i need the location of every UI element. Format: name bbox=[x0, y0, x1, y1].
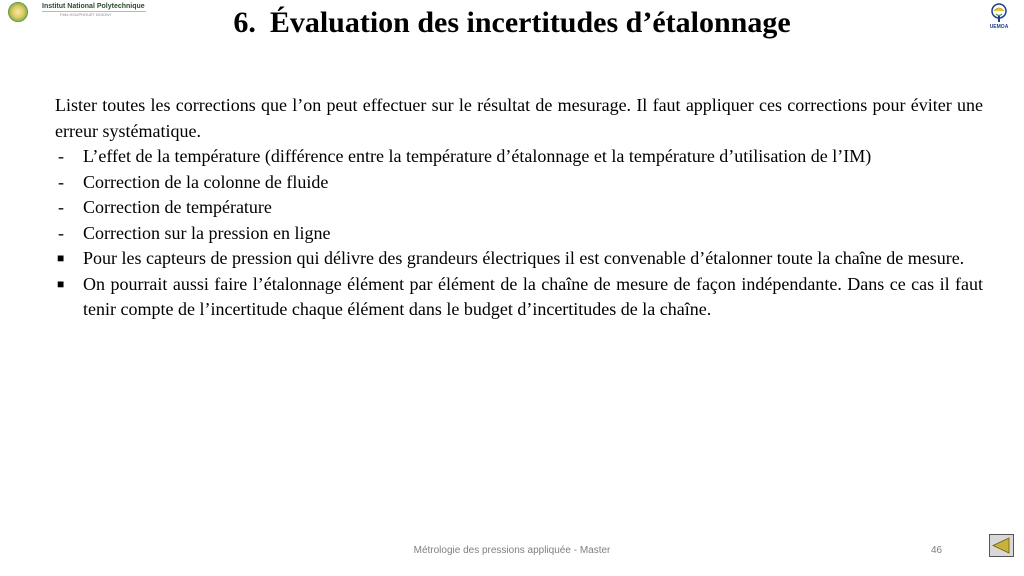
list-item-text: Pour les capteurs de pression qui délivre des grandeurs électriques il est convenable d’étalonner toute la chaîne de mesure. bbox=[83, 248, 965, 268]
list-item-text: Correction de température bbox=[83, 197, 272, 217]
list-item-text: On pourrait aussi faire l’étalonnage élément par élément de la chaîne de mesure de façon indépendante. Dans ce cas il faut tenir compte de l’incertitude chaque élément dans le budget d’incertitudes de la chaîne. bbox=[83, 273, 983, 319]
list-item bbox=[55, 170, 983, 196]
list-item-text: Correction sur la pression en ligne bbox=[83, 222, 331, 243]
page-number: 46 bbox=[931, 545, 943, 556]
dash-marker: - bbox=[58, 171, 64, 192]
slide-title-number: 6. bbox=[233, 6, 256, 39]
back-arrow-icon bbox=[990, 535, 1013, 556]
dash-marker: - bbox=[58, 222, 64, 243]
list-item bbox=[55, 195, 983, 221]
footer-course-title: Métrologie des pressions appliquée - Master bbox=[413, 545, 611, 556]
list-item bbox=[55, 272, 983, 323]
slide-title-text: Évaluation des incertitudes d’étalonnage bbox=[269, 6, 791, 39]
dash-list bbox=[55, 144, 983, 246]
dash-marker: - bbox=[58, 146, 64, 166]
list-item bbox=[55, 221, 983, 247]
dash-marker: - bbox=[58, 197, 64, 217]
square-bullet-icon: ■ bbox=[57, 251, 65, 265]
uemoa-label: UEMOA bbox=[989, 24, 1009, 30]
slide-title bbox=[0, 4, 1024, 42]
slide-content bbox=[55, 93, 983, 323]
list-item bbox=[55, 144, 983, 170]
square-bullet-icon: ■ bbox=[57, 276, 65, 291]
list-item bbox=[55, 246, 983, 272]
square-bullet-list bbox=[55, 246, 983, 323]
institution-subtitle: Félix HOUPHOUËT BOIGNY bbox=[60, 12, 112, 17]
back-navigation-button[interactable] bbox=[989, 534, 1014, 557]
intro-paragraph: Lister toutes les corrections que l’on peut effectuer sur le résultat de mesurage. Il faut appliquer ces corrections pour éviter une erreur systématique. bbox=[55, 95, 983, 141]
institution-name: Institut National Polytechnique bbox=[42, 3, 145, 10]
list-item-text: Correction de la colonne de fluide bbox=[83, 171, 329, 192]
list-item-text: L’effet de la température (différence entre la température d’étalonnage et la température d’utilisation de l’IM) bbox=[83, 146, 872, 166]
